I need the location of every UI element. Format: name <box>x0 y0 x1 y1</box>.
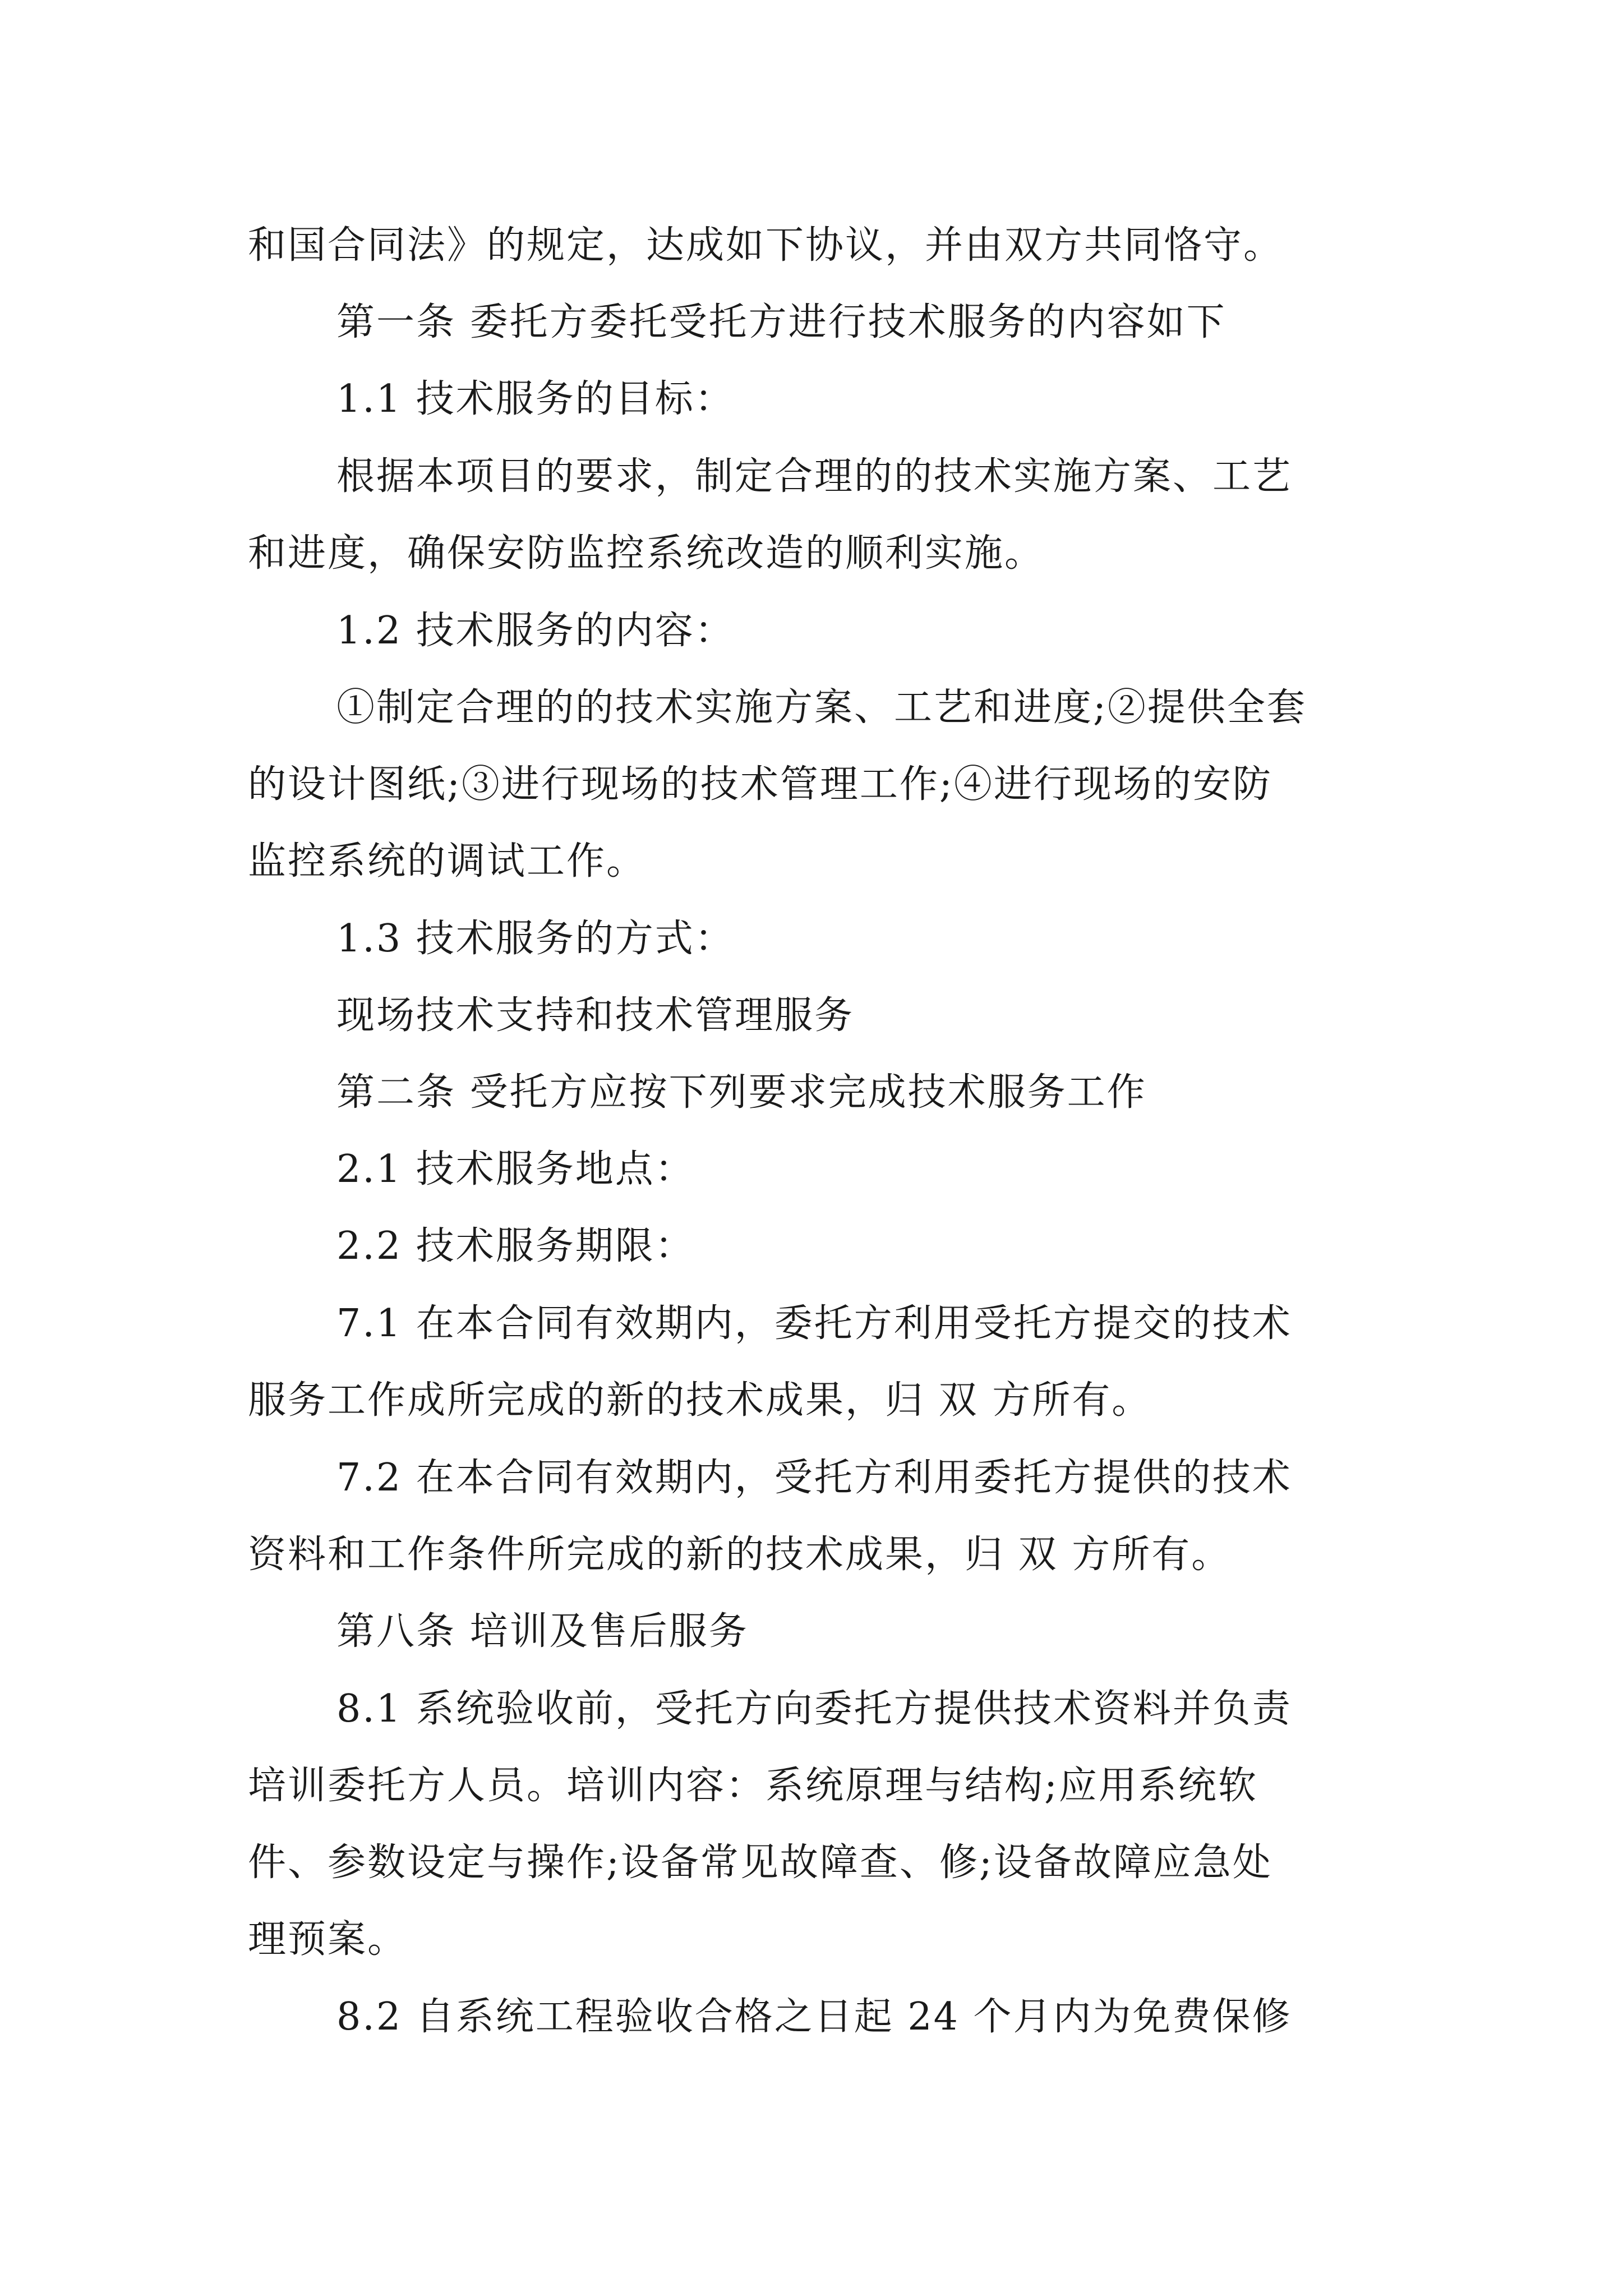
paragraph-line: 和进度，确保安防监控系统改造的顺利实施。 <box>248 531 1045 576</box>
paragraph-line: 的设计图纸;③进行现场的技术管理工作;④进行现场的安防 <box>248 762 1272 807</box>
paragraph-line: 8.1 系统验收前，受托方向委托方提供技术资料并负责 <box>336 1687 1292 1731</box>
section-heading: 1.1 技术服务的目标： <box>336 377 735 421</box>
paragraph-line: 件、参数设定与操作;设备常见故障查、修;设备故障应急处 <box>248 1841 1272 1885</box>
article-heading: 第八条 培训及售后服务 <box>336 1609 749 1654</box>
paragraph-line: 服务工作成所完成的新的技术成果，归 双 方所有。 <box>248 1378 1152 1423</box>
paragraph-line: 7.1 在本合同有效期内，委托方利用受托方提交的技术 <box>336 1301 1292 1346</box>
article-heading: 第一条 委托方委托受托方进行技术服务的内容如下 <box>336 300 1227 344</box>
paragraph-line: 7.2 在本合同有效期内，受托方利用委托方提供的技术 <box>336 1456 1292 1500</box>
paragraph-line: ①制定合理的的技术实施方案、工艺和进度;②提供全套 <box>336 685 1307 730</box>
paragraph-line: 监控系统的调试工作。 <box>248 839 647 884</box>
paragraph-line: 根据本项目的要求，制定合理的的技术实施方案、工艺 <box>336 454 1293 499</box>
section-heading: 1.3 技术服务的方式： <box>336 917 735 961</box>
paragraph-line: 理预案。 <box>248 1917 408 1962</box>
paragraph-line: 现场技术支持和技术管理服务 <box>336 993 855 1038</box>
paragraph-line: 资料和工作条件所完成的新的技术成果，归 双 方所有。 <box>248 1533 1232 1577</box>
article-heading: 第二条 受托方应按下列要求完成技术服务工作 <box>336 1070 1147 1115</box>
paragraph-line: 8.2 自系统工程验收合格之日起 24 个月内为免费保修 <box>336 1995 1292 2039</box>
section-heading: 2.2 技术服务期限： <box>336 1224 695 1268</box>
section-heading: 2.1 技术服务地点： <box>336 1147 695 1191</box>
paragraph-line: 培训委托方人员。培训内容：系统原理与结构;应用系统软 <box>248 1764 1258 1808</box>
paragraph-line: 和国合同法》的规定，达成如下协议，并由双方共同恪守。 <box>248 223 1284 268</box>
section-heading: 1.2 技术服务的内容： <box>336 609 735 653</box>
